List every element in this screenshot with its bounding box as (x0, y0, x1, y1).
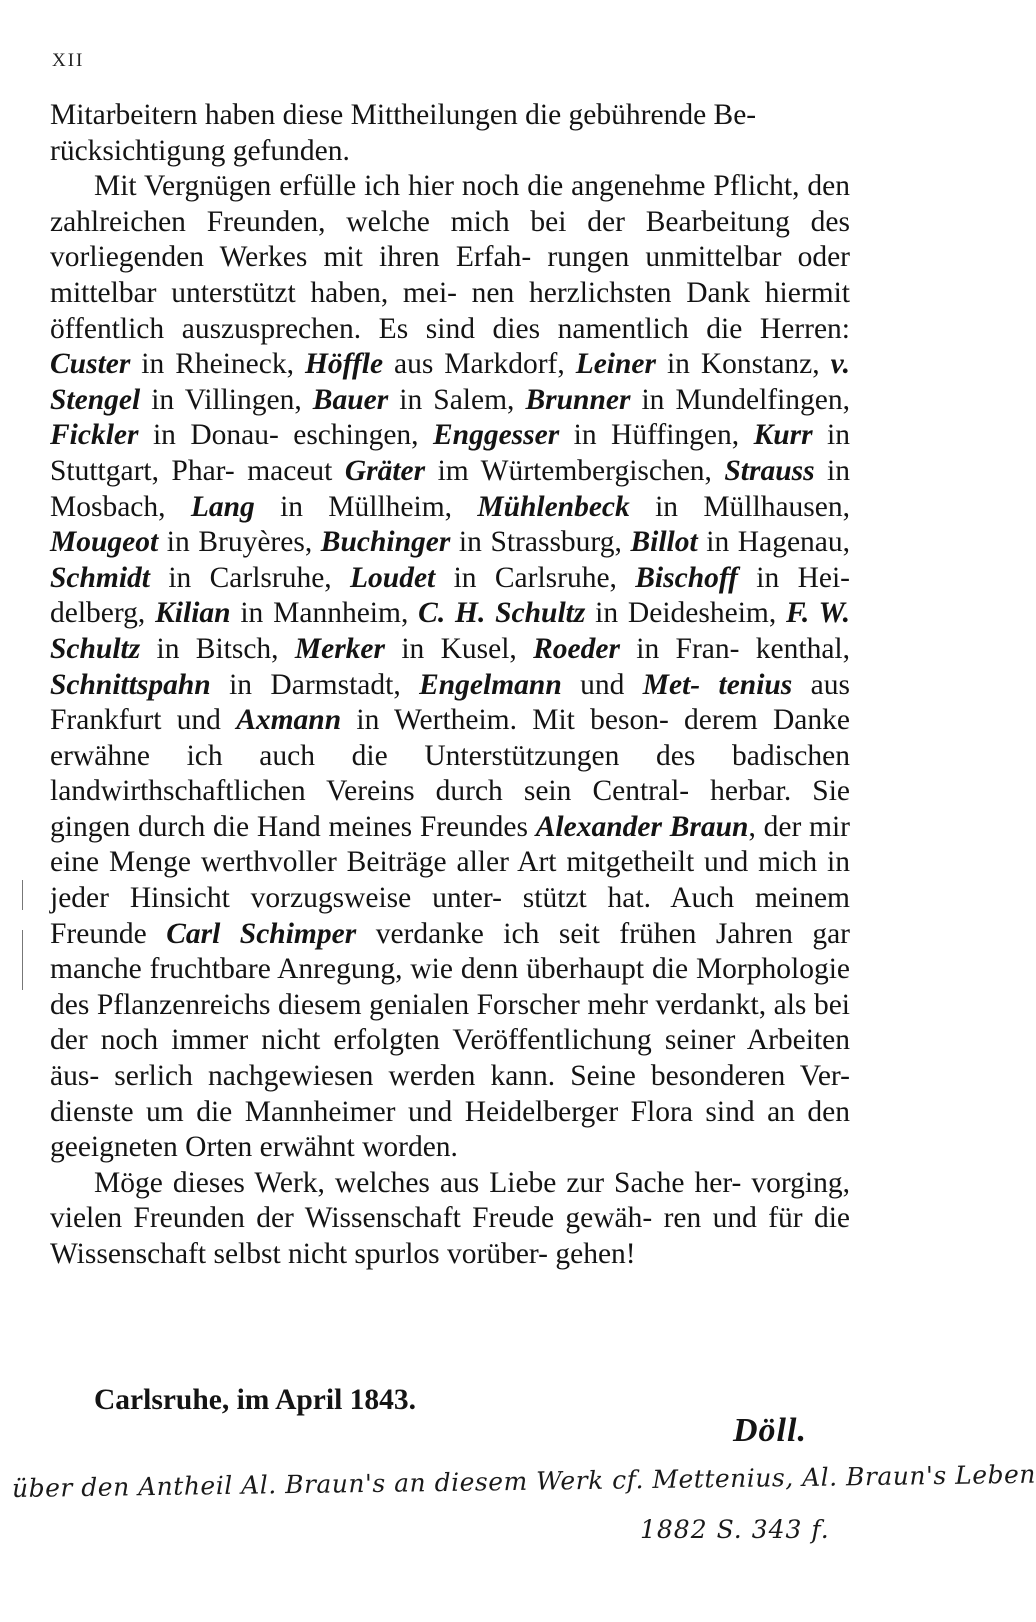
margin-mark (22, 930, 23, 990)
text-run: in Wertheim. Mit beson- derem Danke erwähne ich auch die Unterstützungen des badischen landwirthschaftlichen Vereins durch sein Central- herbar. Sie gingen durch die Hand meines Freundes (50, 704, 850, 843)
text-run: Mit Vergnügen erfülle ich hier noch die angenehme Pflicht, den zahlreichen Freunden, welche mich bei der Bearbeitung des vorliegenden Werkes mit ihren Erfah- rungen unmittelbar oder mittelbar unterstützt haben, mei- nen herzlichsten Dank hiermit öffentlich auszusprechen. Es sind dies namentlich die Herren: (50, 170, 850, 345)
paragraph-1 (50, 98, 850, 169)
text-run: in Villingen, (140, 383, 313, 416)
person-name: Loudet (350, 561, 436, 594)
handwritten-note-line-2: 1882 S. 343 f. (640, 1515, 830, 1544)
text-run: in Salem, (388, 383, 526, 416)
text-run: in Müllheim, (254, 490, 478, 523)
person-name: v. Stengel (50, 348, 850, 416)
text-run: in Kusel, (385, 632, 534, 665)
text-run: in Mosbach, (50, 454, 850, 523)
person-name: Buchinger (320, 526, 451, 559)
text-run: in Strassburg, (450, 526, 631, 559)
person-name: Mühlenbeck (477, 490, 630, 523)
person-name: C. H. Schultz (418, 597, 586, 630)
person-name: F. W. Schultz (50, 597, 850, 665)
text-run: in Bruyères, (158, 526, 321, 559)
person-name: Billot (630, 526, 698, 559)
person-name: Custer (50, 348, 131, 381)
person-name: Kurr (753, 419, 813, 452)
text-run: in Deidesheim, (585, 597, 787, 630)
text-run: in Darmstadt, (210, 668, 420, 701)
person-name: Bischoff (635, 561, 738, 594)
person-name: Leiner (575, 348, 656, 381)
text-run: verdanke ich seit frühen Jahren gar manche fruchtbare Anregung, wie denn überhaupt die Morphologie des Pflanzenreichs diesem genialen Forscher mehr verdankt, als bei der noch immer nicht erfolgten Veröffentlichung seiner Arbeiten äus- serlich nachgewiesen werden kann. Seine besonderen Ver- dienste um die Mannheimer und Heidelberger Flora sind an den geeigneten Orten erwähnt worden. (50, 917, 851, 1164)
text-run: in Rheineck, (130, 348, 305, 381)
text-run: in Bitsch, (140, 632, 295, 665)
person-name: Schnittspahn (50, 668, 211, 701)
text-run: aus Markdorf, (383, 348, 576, 381)
person-name: Fickler (50, 419, 139, 452)
text-run: in Müllhausen, (629, 490, 850, 523)
person-name: Kilian (155, 597, 231, 630)
person-name: Brunner (525, 383, 631, 416)
text-run: in Donau- eschingen, (138, 419, 433, 452)
person-name: Bauer (312, 383, 389, 416)
person-name: Alexander Braun (535, 810, 749, 843)
person-name: Engelmann (419, 668, 562, 701)
person-name: Enggesser (433, 419, 560, 452)
person-name: Mougeot (50, 526, 159, 559)
text-run: aus Frankfurt und (50, 668, 850, 737)
person-name: Schmidt (50, 561, 150, 594)
paragraph-1-line-1: Mitarbeitern haben diese Mittheilungen die gebührende Be- (50, 99, 757, 131)
person-name: Strauss (724, 454, 815, 487)
text-run: in Carlsruhe, (435, 561, 636, 594)
person-name: Roeder (533, 632, 620, 665)
body-text (50, 98, 850, 1273)
text-run: in Konstanz, (655, 348, 831, 381)
paragraph-1-line-2: rücksichtigung gefunden. (50, 134, 350, 167)
text-run: in Carlsruhe, (150, 561, 351, 594)
person-name: Met- tenius (642, 668, 793, 701)
dateline: Carlsruhe, im April 1843. (94, 1384, 417, 1416)
text-run: in Mundelfingen, (630, 383, 850, 416)
paragraph-2-acknowledgements (50, 169, 850, 1166)
handwritten-note-line-1: über den Antheil Al. Braun's an diesem Werk cf. Mettenius, Al. Braun's Leben (11, 1459, 1036, 1503)
person-name: Merker (294, 632, 386, 665)
person-name: Carl Schimper (166, 917, 357, 950)
text-run: in Fran- kenthal, (619, 632, 850, 665)
text-run: in Hei- delberg, (50, 561, 850, 630)
page-number: XII (52, 50, 85, 71)
text-run: im Würtembergischen, (425, 454, 725, 487)
text-run: in Stuttgart, Phar- maceut (50, 419, 850, 487)
person-name: Axmann (236, 704, 342, 737)
person-name: Lang (190, 490, 255, 523)
person-name: Höffle (304, 348, 384, 381)
text-run: , der mir eine Menge werthvoller Beiträge aller Art mitgetheilt und mich in jeder Hinsicht vorzugsweise unter- stützt hat. Auch meinem Freunde (50, 810, 851, 950)
margin-mark (22, 880, 23, 910)
text-run: in Hüffingen, (559, 419, 754, 452)
person-name: Gräter (344, 454, 426, 487)
author-signature: Döll. (733, 1412, 807, 1449)
text-run: und (561, 668, 643, 701)
text-run: in Mannheim, (230, 597, 419, 630)
text-run: in Hagenau, (697, 526, 851, 559)
paragraph-3-closing: Möge dieses Werk, welches aus Liebe zur Sache her- vorging, vielen Freunden der Wissenschaft Freude gewäh- ren und für die Wissenschaft selbst nicht spurlos vorüber- gehen! (50, 1166, 850, 1270)
